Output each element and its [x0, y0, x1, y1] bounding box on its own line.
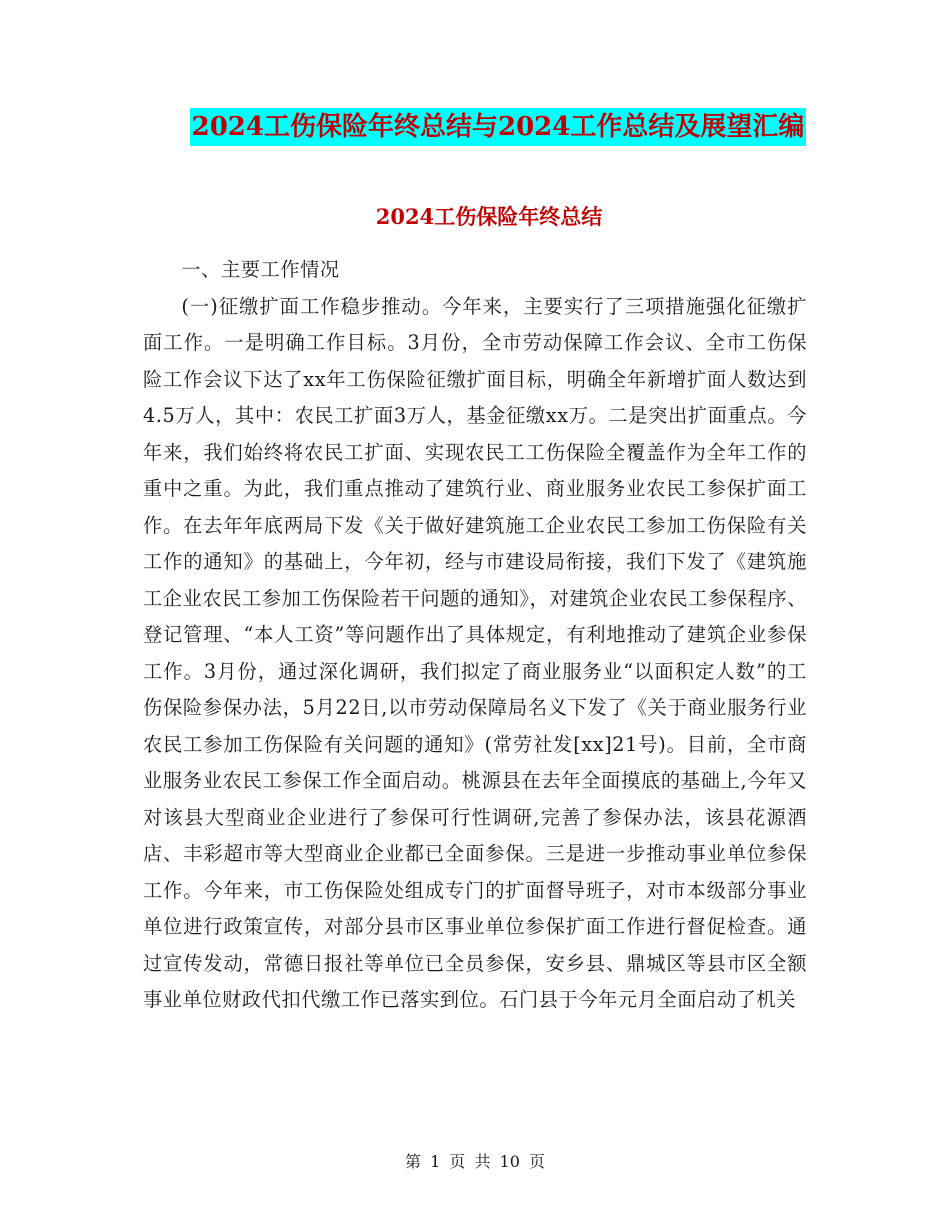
- heading-main-work: 一、主要工作情况: [181, 258, 340, 281]
- section-title: 2024工伤保险年终总结: [375, 204, 603, 229]
- body-paragraph: (一)征缴扩面工作稳步推动。今年来，主要实行了三项措施强化征缴扩面工作。一是明确工作目标。3月份，全市劳动保障工作会议、全市工伤保险工作会议下达了xx年工伤保险征缴扩面目标，明确全年新增扩面人数达到4.5万人，其中：农民工扩面3万人，基金征缴xx万。二是突出扩面重点。今年来，我们始终将农民工扩面、实现农民工工伤保险全覆盖作为全年工作的重中之重。为此，我们重点推动了建筑行业、商业服务业农民工参保扩面工作。在去年年底两局下发《关于做好建筑施工企业农民工参加工伤保险有关工作的通知》的基础上，今年初，经与市建设局衔接，我们下发了《建筑施工企业农民工参加工伤保险若干问题的通知》，对建筑企业农民工参保程序、登记管理、“本人工资”等问题作出了具体规定，有利地推动了建筑企业参保工作。3月份，通过深化调研，我们拟定了商业服务业“以面积定人数”的工伤保险参保办法，5月22日,以市劳动保障局名义下发了《关于商业服务行业农民工参加工伤保险有关问题的通知》(常劳社发[xx]21号)。目前，全市商业服务业农民工参保工作全面启动。桃源县在去年全面摸底的基础上,今年又对该县大型商业企业进行了参保可行性调研,完善了参保办法，该县花源酒店、丰彩超市等大型商业企业都已全面参保。三是进一步推动事业单位参保工作。今年来，市工伤保险处组成专门的扩面督导班子，对市本级部分事业单位进行政策宣传，对部分县市区事业单位参保扩面工作进行督促检查。通过宣传发动，常德日报社等单位已全员参保，安乡县、鼎城区等县市区全额事业单位财政代扣代缴工作已落实到位。石门县于今年元月全面启动了机关: [143, 294, 807, 1011]
- main-title: 2024工伤保险年终总结与2024工作总结及展望汇编: [190, 108, 807, 146]
- page-footer: 第 1 页 共 10 页: [405, 1152, 545, 1171]
- document-body: [143, 252, 807, 1019]
- main-title-container: [0, 108, 950, 146]
